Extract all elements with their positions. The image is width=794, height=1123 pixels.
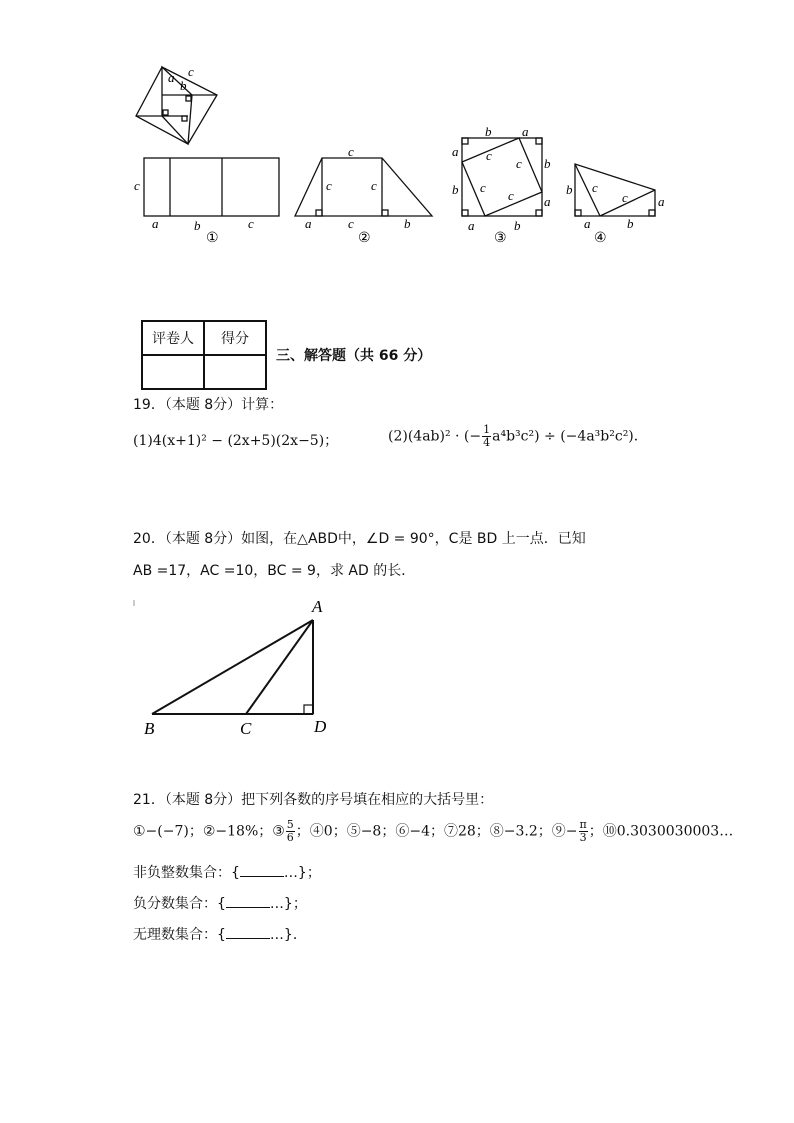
fig3-a-bottom: a xyxy=(468,218,475,233)
set2-end: …}； xyxy=(269,896,307,912)
fig2-left-c: c xyxy=(326,178,332,193)
q21-number-list xyxy=(133,819,733,844)
fig3-c4: c xyxy=(508,188,514,203)
figure-1-number: ① xyxy=(206,231,219,246)
q21-stem: 21．（本题 8分）把下列各数的序号填在相应的大括号里： xyxy=(133,792,494,808)
fig1-side-c: c xyxy=(134,178,140,193)
set1-blank[interactable] xyxy=(240,864,284,877)
fig3-b-left: b xyxy=(452,182,459,197)
q19-fraction-numerator: 1 xyxy=(483,423,491,436)
fig3-c2: c xyxy=(516,156,522,171)
fig3-a-right: a xyxy=(544,194,551,209)
q20-line1: 20．（本题 8分）如图，在△ABD中，∠D = 90°，C是 BD 上一点．已知 xyxy=(133,531,586,547)
q19-part2-pre: (2)(4ab)² · (− xyxy=(388,428,482,445)
q19-part2-post: a⁴b³c²) ÷ (−4a³b²c²)． xyxy=(492,428,648,445)
score-table xyxy=(141,320,267,390)
score-table-grader-cell[interactable] xyxy=(142,355,204,389)
rotated-square-figure xyxy=(136,67,217,144)
set2-blank[interactable] xyxy=(226,895,270,908)
q20-line2: AB =17，AC =10，BC = 9，求 AD 的长． xyxy=(133,563,416,579)
point-a-label: A xyxy=(312,597,323,616)
fig3-c1: c xyxy=(486,148,492,163)
fig3-a-left: a xyxy=(452,144,459,159)
score-table-score-cell[interactable] xyxy=(204,355,266,389)
set1-end: …}； xyxy=(283,865,321,881)
fig2-c: c xyxy=(348,216,354,231)
point-b-label: B xyxy=(144,719,155,738)
q19-part2 xyxy=(388,424,648,449)
figure-2-number: ② xyxy=(358,231,371,246)
fig4-b-left: b xyxy=(566,182,573,197)
fig2-a: a xyxy=(305,216,312,231)
set3-end: …}． xyxy=(269,927,307,943)
q21-frac2-denominator: 3 xyxy=(579,831,587,844)
q21-fraction-five-sixths xyxy=(286,819,295,844)
fig4-c2: c xyxy=(622,190,628,205)
fig2-top-c: c xyxy=(348,144,354,159)
fig3-c3: c xyxy=(480,180,486,195)
fig1-b: b xyxy=(194,218,201,233)
fig2-right-c: c xyxy=(371,178,377,193)
q21-set-negative-fractions xyxy=(133,893,307,913)
score-table-score-header: 得分 xyxy=(204,321,266,355)
set3-blank[interactable] xyxy=(226,926,270,939)
fig3-b-top: b xyxy=(485,124,492,139)
q21-items-post: ；⑩0.3030030003… xyxy=(588,823,734,840)
figure-3-square xyxy=(462,138,542,216)
figure-2-trapezoid xyxy=(295,158,432,216)
figure-4-number: ④ xyxy=(594,231,607,246)
figure-4-trapezoid xyxy=(575,164,655,216)
set1-label: 非负整数集合：{ xyxy=(133,865,240,881)
fig4-b-bottom: b xyxy=(627,216,634,231)
q21-items-mid: ；④0；⑤−8；⑥−4；⑦28；⑧−3.2；⑨− xyxy=(295,823,578,840)
q19-stem: 19．（本题 8分）计算： xyxy=(133,397,284,413)
fig3-b-right: b xyxy=(544,156,551,171)
point-d-label: D xyxy=(314,717,327,736)
q21-set-nonnegative-integers xyxy=(133,862,321,882)
score-table-grader-header: 评卷人 xyxy=(142,321,204,355)
section-title: 三、解答题（共 66 分） xyxy=(276,348,432,364)
q21-set-irrationals xyxy=(133,924,307,944)
pythagoras-figures xyxy=(130,60,690,250)
fig4-a-bottom: a xyxy=(584,216,591,231)
label-b: b xyxy=(180,78,187,93)
fig4-a-right: a xyxy=(658,194,665,209)
q21-frac1-numerator: 5 xyxy=(286,818,294,831)
q19-fraction-denominator: 4 xyxy=(483,436,491,449)
q21-fraction-pi-thirds xyxy=(579,819,588,844)
label-a: a xyxy=(168,70,175,85)
figure-3-number: ③ xyxy=(494,231,507,246)
q19-part1: (1)4(x+1)² − (2x+5)(2x−5)； xyxy=(133,433,339,449)
fig3-b-bottom: b xyxy=(514,218,521,233)
q21-frac1-denominator: 6 xyxy=(286,831,294,844)
q19-fraction xyxy=(482,424,491,449)
point-c-label: C xyxy=(240,719,252,738)
q20-triangle-figure xyxy=(130,594,340,744)
set3-label: 无理数集合：{ xyxy=(133,927,226,943)
fig2-b: b xyxy=(404,216,411,231)
fig1-c: c xyxy=(248,216,254,231)
fig1-a: a xyxy=(152,216,159,231)
figure-1-rectangle xyxy=(144,158,279,216)
q21-items-pre: ①−(−7)；②−18%；③ xyxy=(133,823,285,840)
q21-frac2-numerator: π xyxy=(579,818,587,831)
set2-label: 负分数集合：{ xyxy=(133,896,226,912)
label-c: c xyxy=(188,64,194,79)
fig3-a-top: a xyxy=(522,124,529,139)
fig4-c1: c xyxy=(592,180,598,195)
